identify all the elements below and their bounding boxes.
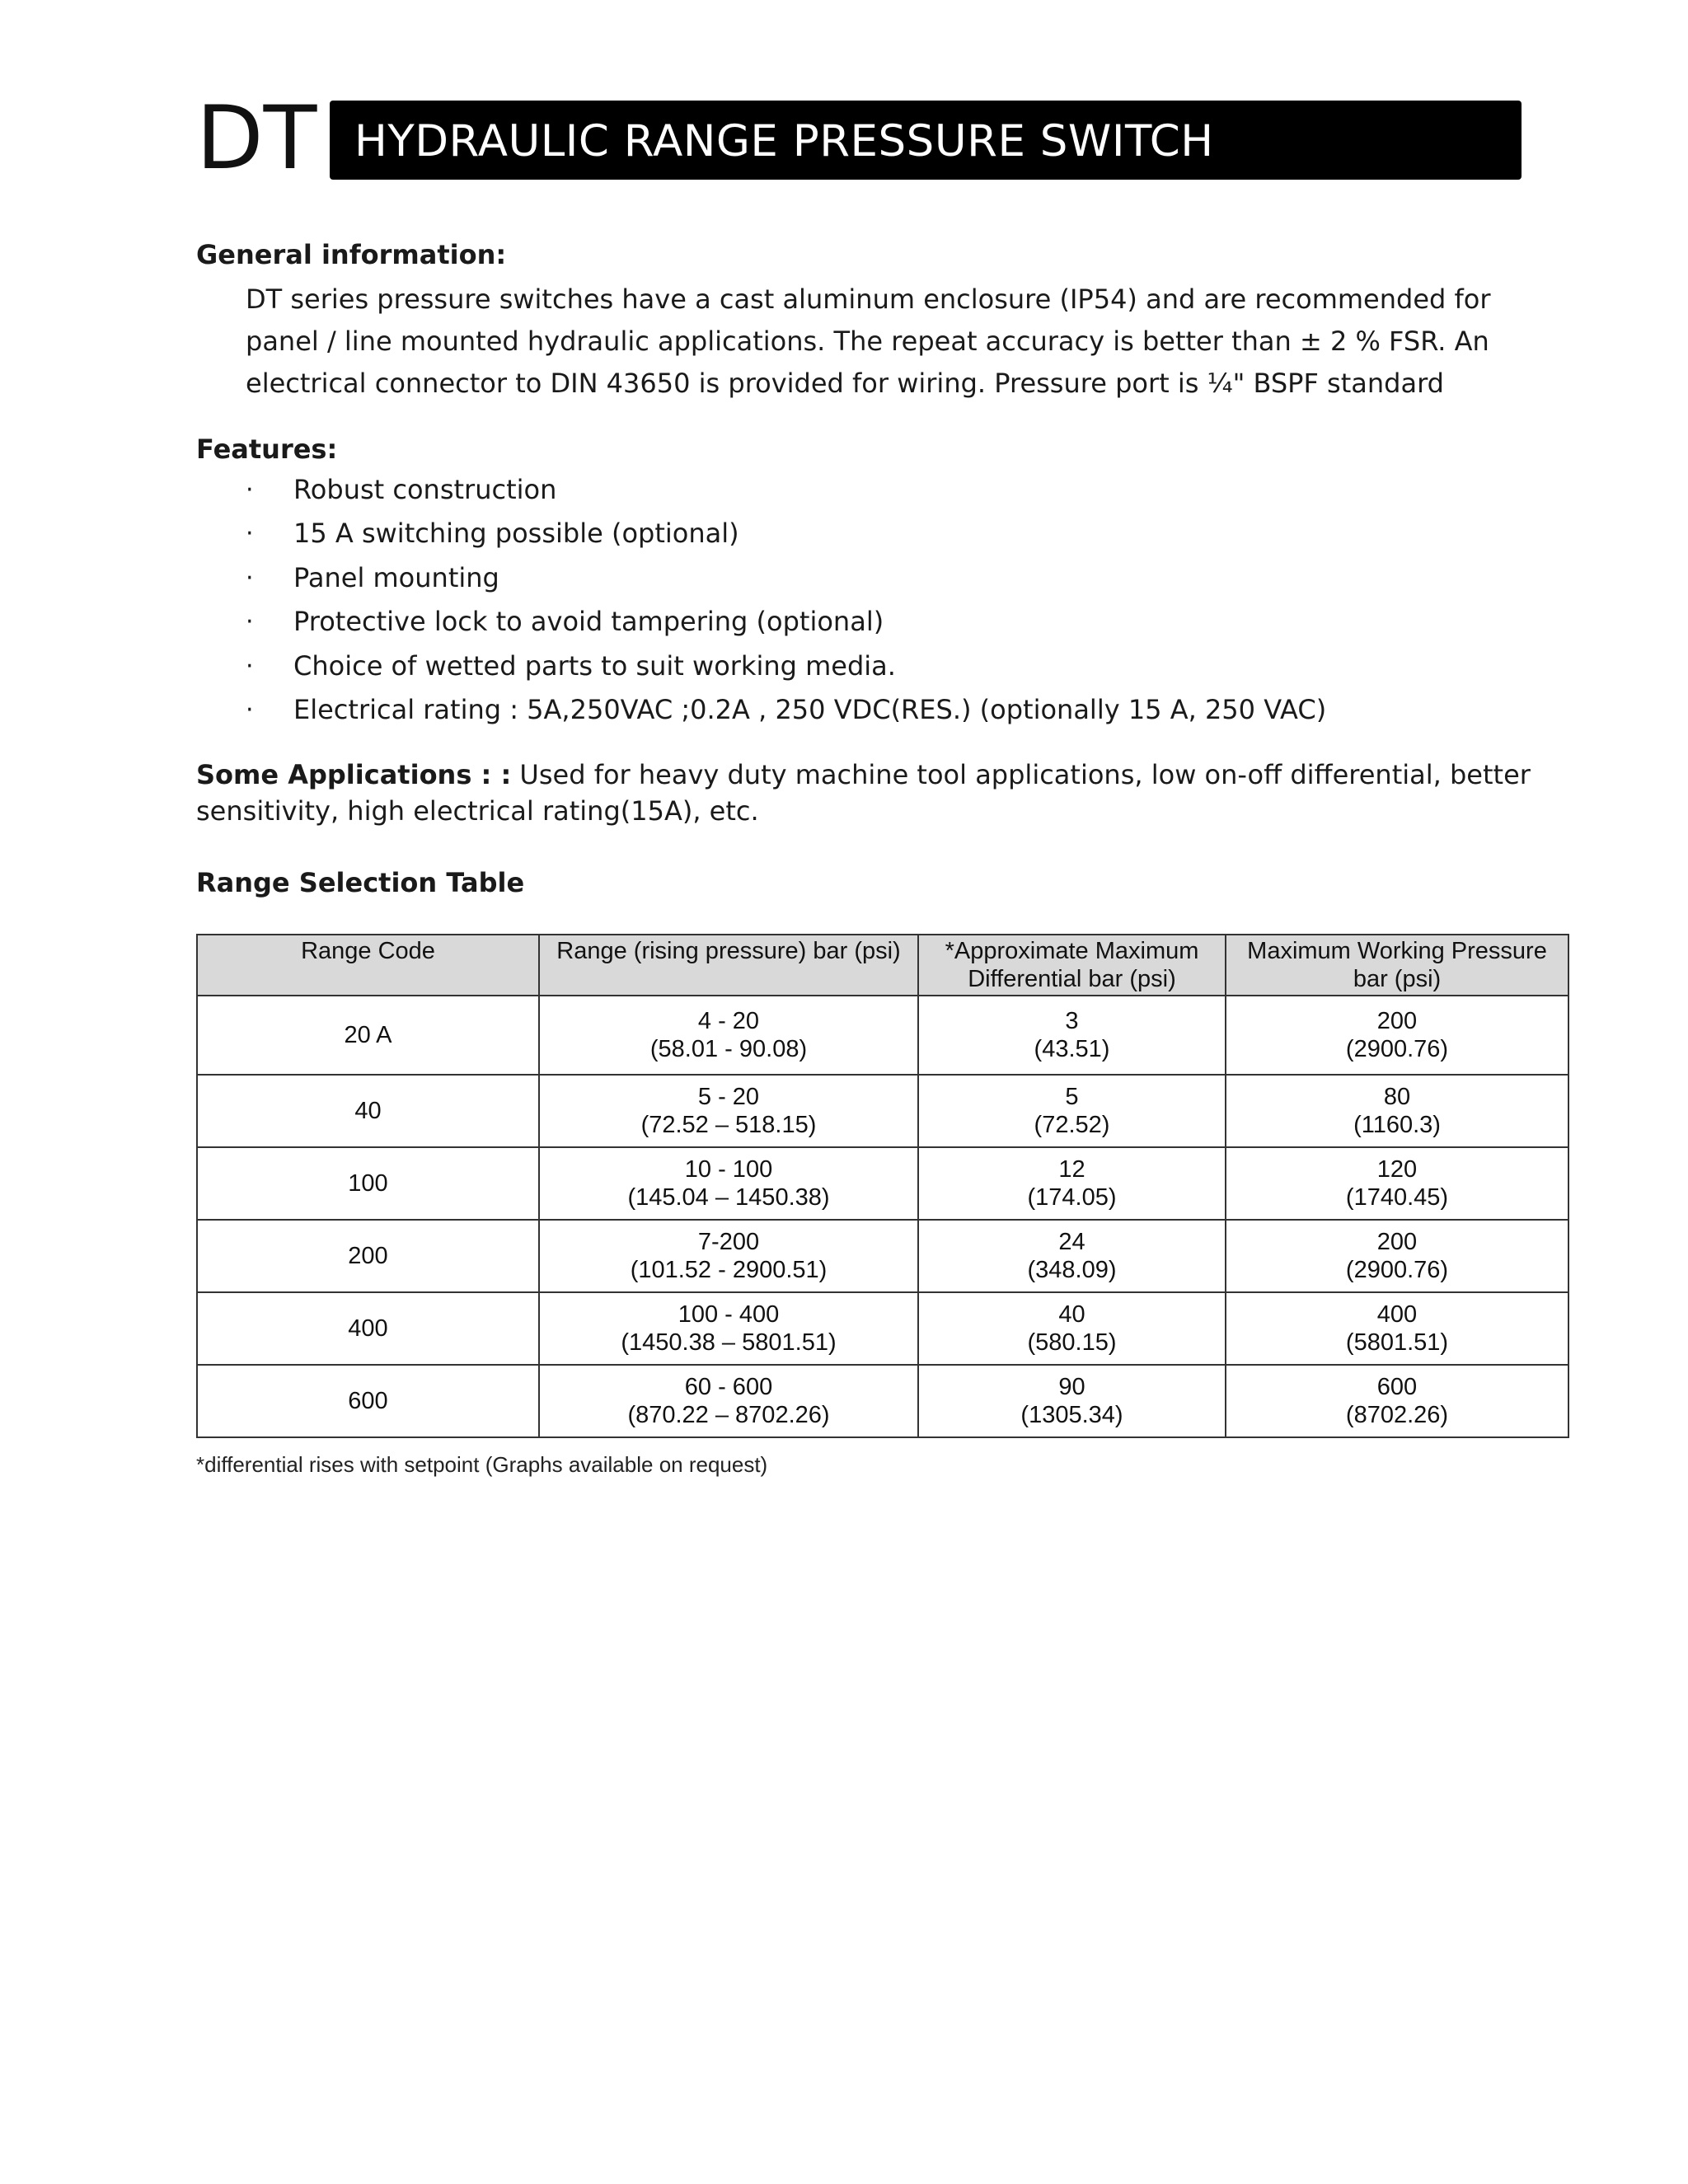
column-header: Range (rising pressure) bar (psi) <box>539 935 918 996</box>
column-header: Range Code <box>197 935 539 996</box>
bullet: · <box>246 476 254 504</box>
list-item <box>196 688 1326 732</box>
max-pressure-cell: 400 (5801.51) <box>1226 1292 1568 1365</box>
table-row <box>197 996 1568 1075</box>
range-cell: 60 - 600 (870.22 – 8702.26) <box>539 1365 918 1437</box>
range-code-cell: 200 <box>197 1220 539 1292</box>
list-item <box>196 468 1326 512</box>
feature-text: Protective lock to avoid tampering (optional) <box>293 606 884 638</box>
feature-text: Electrical rating : 5A,250VAC ;0.2A , 250 VDC(RES.) (optionally 15 A, 250 VAC) <box>293 693 1327 725</box>
title-bar <box>330 101 1522 180</box>
feature-text: 15 A switching possible (optional) <box>293 518 739 550</box>
bullet: · <box>246 651 254 681</box>
table-header-row <box>197 935 1568 996</box>
page-title: HYDRAULIC RANGE PRESSURE SWITCH <box>354 116 1214 166</box>
range-code-cell: 40 <box>197 1075 539 1147</box>
features-list <box>196 468 1326 732</box>
range-cell: 10 - 100 (145.04 – 1450.38) <box>539 1147 918 1220</box>
differential-cell: 12 (174.05) <box>918 1147 1226 1220</box>
table-heading: Range Selection Table <box>196 867 525 898</box>
general-paragraph: DT series pressure switches have a cast aluminum enclosure (IP54) and are recommended for panel / line mounted hydraulic applications. The repeat accuracy is better than ± 2 % FSR. An electrical connector to DIN 43650 is provided for wiring. Pressure port is ¼" BSPF standard <box>246 284 1491 399</box>
applications-paragraph <box>196 757 1531 829</box>
list-item <box>196 512 1326 555</box>
feature-text: Robust construction <box>293 474 557 505</box>
range-code-cell: 20 A <box>197 996 539 1075</box>
differential-cell: 5 (72.52) <box>918 1075 1226 1147</box>
table-row <box>197 1365 1568 1437</box>
table-footnote: *differential rises with setpoint (Graphs available on request) <box>196 1452 768 1477</box>
range-cell: 100 - 400 (1450.38 – 5801.51) <box>539 1292 918 1365</box>
differential-cell: 90 (1305.34) <box>918 1365 1226 1437</box>
list-item <box>196 600 1326 644</box>
bullet: · <box>246 519 254 549</box>
general-heading: General information: <box>196 239 507 270</box>
column-header: *Approximate Maximum Differential bar (psi) <box>918 935 1226 996</box>
range-cell: 7-200 (101.52 - 2900.51) <box>539 1220 918 1292</box>
table-row <box>197 1292 1568 1365</box>
differential-cell: 24 (348.09) <box>918 1220 1226 1292</box>
table-row <box>197 1075 1568 1147</box>
differential-cell: 40 (580.15) <box>918 1292 1226 1365</box>
applications-text: Used for heavy duty machine tool applications, low on-off differential, better sensitivity, high electrical rating(15A), etc. <box>196 759 1531 827</box>
max-pressure-cell: 200 (2900.76) <box>1226 996 1568 1075</box>
max-pressure-cell: 120 (1740.45) <box>1226 1147 1568 1220</box>
range-cell: 4 - 20 (58.01 - 90.08) <box>539 996 918 1075</box>
differential-cell: 3 (43.51) <box>918 996 1226 1075</box>
feature-text: Choice of wetted parts to suit working media. <box>293 649 896 682</box>
range-selection-table <box>196 934 1569 1438</box>
column-header: Maximum Working Pressure bar (psi) <box>1226 935 1568 996</box>
list-item <box>196 556 1326 600</box>
max-pressure-cell: 600 (8702.26) <box>1226 1365 1568 1437</box>
table-row <box>197 1147 1568 1220</box>
range-code-cell: 400 <box>197 1292 539 1365</box>
range-code-cell: 600 <box>197 1365 539 1437</box>
bullet: · <box>246 607 254 637</box>
range-code-cell: 100 <box>197 1147 539 1220</box>
applications-label: Some Applications : : <box>196 759 512 790</box>
model-prefix: DT <box>196 87 317 189</box>
list-item <box>196 644 1326 688</box>
table-row <box>197 1220 1568 1292</box>
range-cell: 5 - 20 (72.52 – 518.15) <box>539 1075 918 1147</box>
features-heading: Features: <box>196 434 338 465</box>
bullet: · <box>246 563 254 593</box>
max-pressure-cell: 200 (2900.76) <box>1226 1220 1568 1292</box>
bullet: · <box>246 695 254 724</box>
max-pressure-cell: 80 (1160.3) <box>1226 1075 1568 1147</box>
feature-text: Panel mounting <box>293 561 499 593</box>
